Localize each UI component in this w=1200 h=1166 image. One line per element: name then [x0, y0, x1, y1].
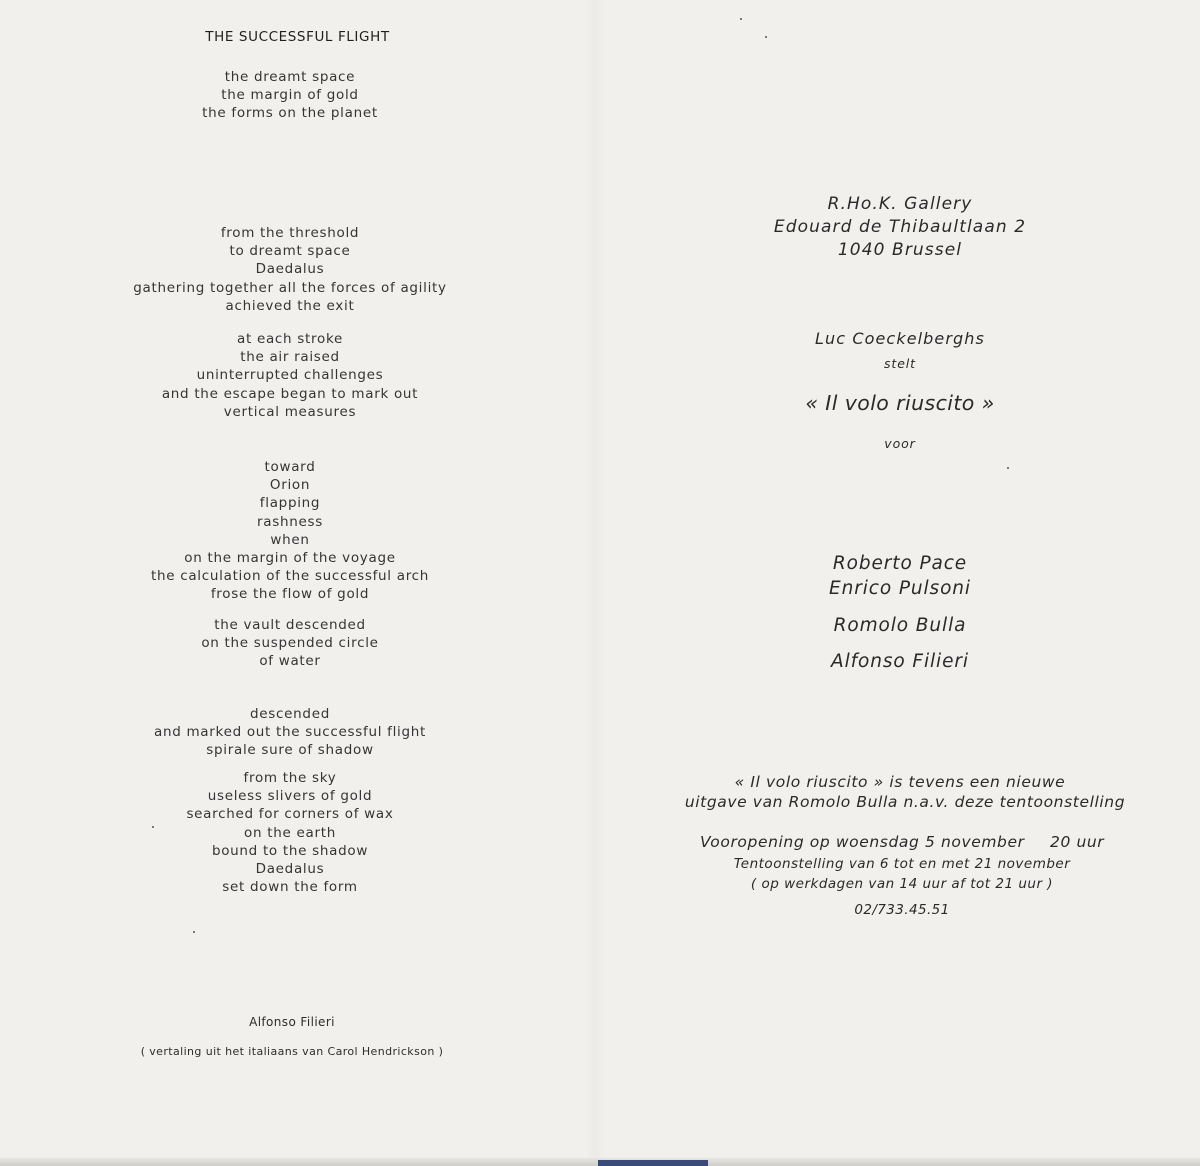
poem-line: Daedalus: [255, 861, 325, 878]
poem-line: and the escape began to mark out: [161, 385, 419, 402]
poem-line: the air raised: [240, 349, 340, 366]
poem-stanza-3: [0, 330, 580, 421]
translation-note: ( vertaling uit het italiaans van Carol Hendrickson ): [140, 1045, 444, 1058]
poem-line: toward: [264, 459, 316, 475]
gallery-address: [600, 193, 1200, 262]
poem-line: vertical measures: [223, 403, 357, 420]
paper-speck: [152, 826, 154, 828]
exhibition-dates: Tentoonstelling van 6 tot en met 21 november: [733, 856, 1071, 872]
poem-line: the dreamt space: [224, 69, 356, 85]
poem-line: when: [270, 531, 310, 548]
poem-stanza-7: [0, 769, 580, 896]
artist-name: Romolo Bulla: [833, 615, 967, 636]
exhibition-title: « Il volo riuscito »: [805, 391, 995, 415]
poem-stanza-6: [0, 705, 580, 760]
paper-speck: [1007, 467, 1009, 469]
paper-bottom-edge: [0, 1158, 1200, 1166]
poem-line: achieved the exit: [225, 297, 355, 314]
poem-line: on the earth: [244, 824, 336, 841]
paper-speck: [740, 18, 742, 20]
opening-time: 20 uur: [1050, 833, 1105, 851]
poem-line: gathering together all the forces of agility: [133, 279, 447, 296]
poem-line: and marked out the successful flight: [153, 724, 427, 741]
poem-line: frose the flow of gold: [210, 586, 370, 603]
for-word: voor: [884, 436, 916, 451]
phone-number: 02/733.45.51: [854, 902, 950, 918]
poem-author: Alfonso Filieri: [249, 1015, 335, 1029]
poem-line: from the threshold: [220, 225, 360, 241]
poem-line: flapping: [259, 495, 321, 512]
poem-title: THE SUCCESSFUL FLIGHT: [205, 29, 390, 45]
poem-line: Daedalus: [255, 261, 325, 278]
poem-line: set down the form: [222, 879, 358, 896]
poem-line: spirale sure of shadow: [206, 742, 374, 759]
poem-line: from the sky: [243, 770, 337, 786]
opening-label: Vooropening op woensdag 5 november: [700, 833, 1025, 851]
poem-line: the forms on the planet: [202, 105, 378, 122]
gallery-street: Edouard de Thibaultlaan 2: [773, 217, 1027, 237]
artist-name: Alfonso Filieri: [831, 651, 969, 672]
poem-stanza-5: [0, 616, 580, 671]
gallery-name: R.Ho.K. Gallery: [827, 194, 973, 214]
ink-mark: [598, 1160, 708, 1166]
poem-line: on the suspended circle: [201, 635, 379, 652]
poem-line: the vault descended: [214, 617, 366, 633]
paper-speck: [193, 931, 195, 933]
poem-line: uninterrupted challenges: [196, 367, 384, 384]
poem-line: the margin of gold: [221, 87, 359, 104]
poem-line: descended: [250, 706, 330, 722]
poem-line: Orion: [269, 477, 311, 494]
publication-line-1: « Il volo riuscito » is tevens een nieuwe: [734, 773, 1066, 791]
poem-line: the calculation of the successful arch: [150, 568, 430, 585]
presenter-name: Luc Coeckelberghs: [814, 329, 985, 348]
poem-line: bound to the shadow: [211, 842, 369, 859]
opening-hours: ( op werkdagen van 14 uur af tot 21 uur ): [750, 876, 1054, 892]
poem-stanza-1: [0, 68, 580, 123]
poem-line: rashness: [257, 513, 323, 530]
poem-line: at each stroke: [237, 331, 343, 347]
poem-line: useless slivers of gold: [207, 788, 373, 805]
poem-stanza-2: [0, 224, 580, 315]
artist-name: Roberto Pace: [832, 553, 968, 574]
paper-speck: [765, 36, 767, 38]
poem-stanza-4: [0, 458, 580, 604]
presents-word: stelt: [884, 356, 916, 371]
poem-line: searched for corners of wax: [186, 806, 394, 823]
artist-name: Enrico Pulsoni: [829, 578, 971, 599]
publication-line-2: uitgave van Romolo Bulla n.a.v. deze tentoonstelling: [684, 793, 1126, 811]
poem-line: on the margin of the voyage: [184, 550, 396, 567]
poem-line: of water: [259, 653, 321, 670]
gallery-city: 1040 Brussel: [837, 240, 963, 260]
poem-line: to dreamt space: [229, 243, 351, 260]
